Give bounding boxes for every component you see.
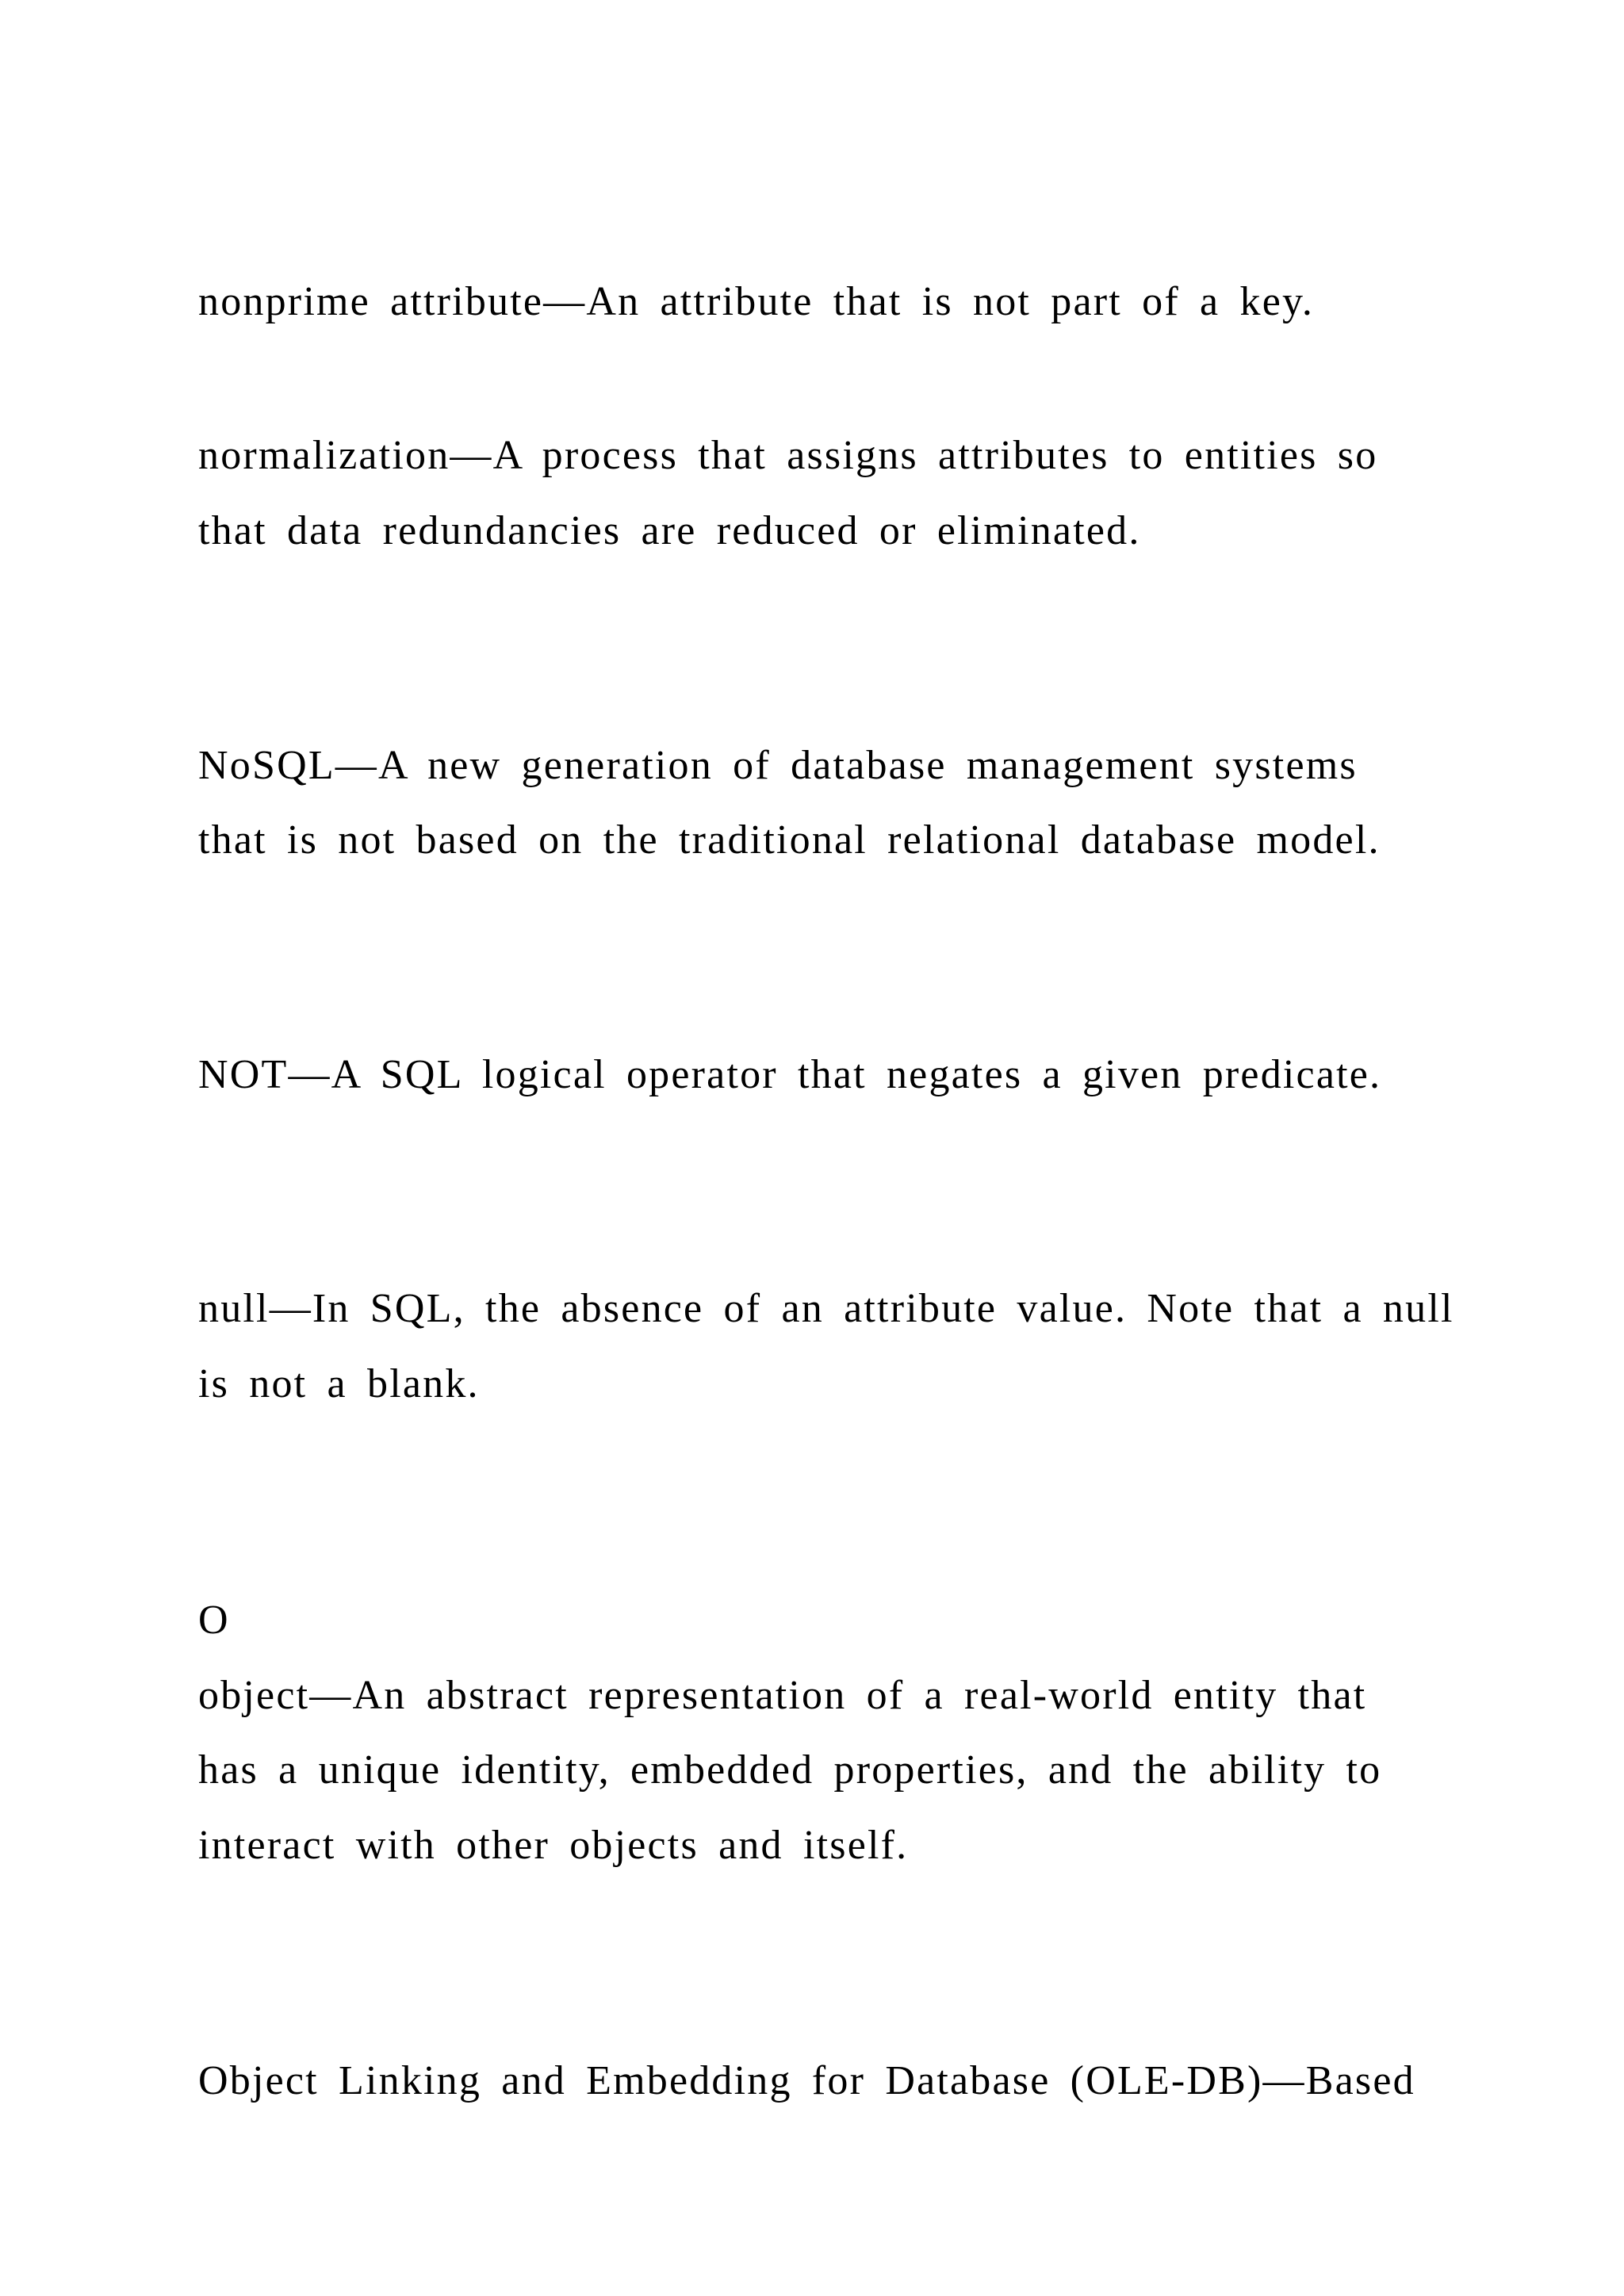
entry-object-line-2: has a unique identity, embedded properties, and the ability to bbox=[198, 1747, 1382, 1793]
section-letter-o: O bbox=[198, 1598, 230, 1643]
entry-not: NOT—A SQL logical operator that negates a given predicate. bbox=[198, 1052, 1382, 1097]
entry-normalization-line-2: that data redundancies are reduced or eliminated. bbox=[198, 508, 1141, 553]
entry-nonprime-attribute: nonprime attribute—An attribute that is not part of a key. bbox=[198, 279, 1315, 324]
entry-nosql-line-2: that is not based on the traditional relational database model. bbox=[198, 817, 1381, 863]
entry-object-line-3: interact with other objects and itself. bbox=[198, 1823, 909, 1868]
entry-nosql-line-1: NoSQL—A new generation of database management systems bbox=[198, 743, 1358, 788]
entry-object-line-1: object—An abstract representation of a real-world entity that bbox=[198, 1673, 1367, 1718]
entry-normalization-line-1: normalization—A process that assigns attributes to entities so bbox=[198, 433, 1378, 478]
entry-null-line-2: is not a blank. bbox=[198, 1361, 480, 1406]
entry-ole-db-line-1: Object Linking and Embedding for Database (OLE-DB)—Based bbox=[198, 2058, 1415, 2103]
entry-null-line-1: null—In SQL, the absence of an attribute value. Note that a null bbox=[198, 1286, 1454, 1331]
